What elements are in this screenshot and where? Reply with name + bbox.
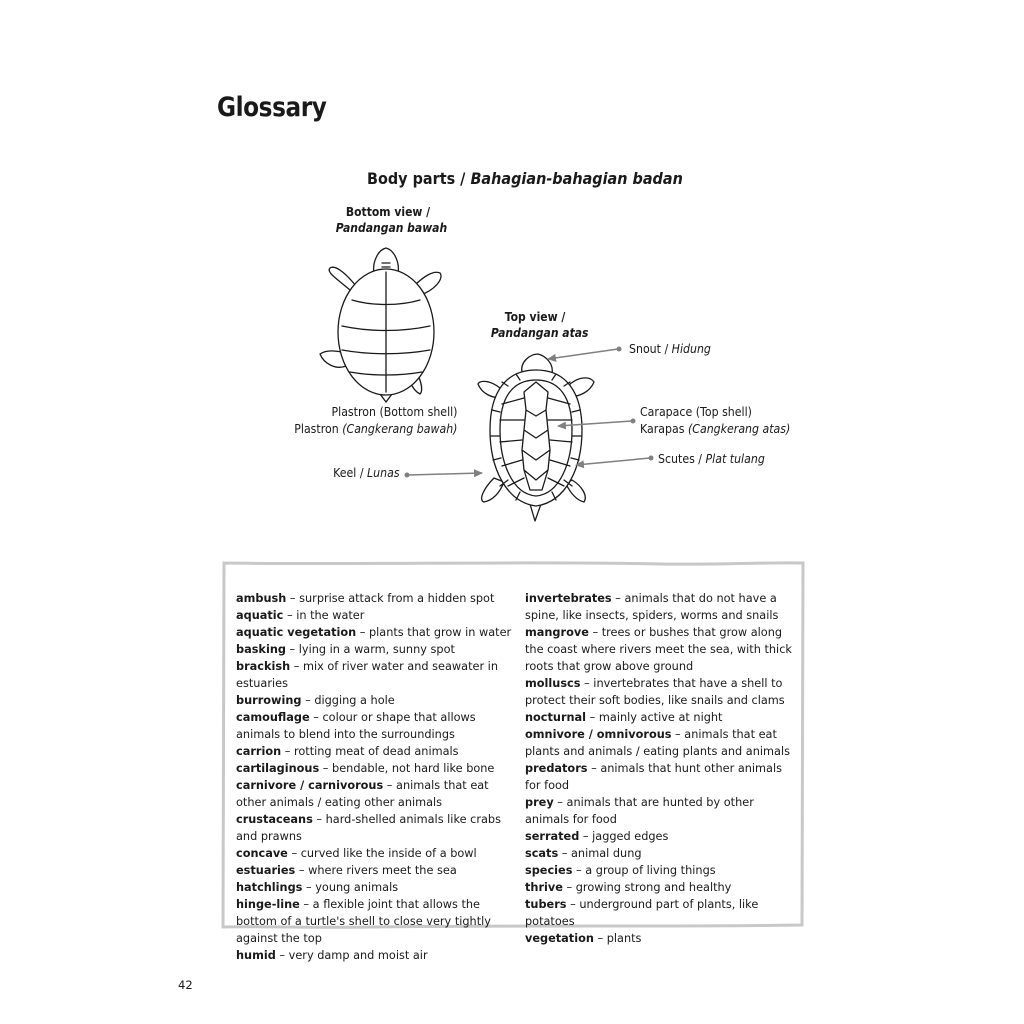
bottom-view-front-right-flipper — [414, 272, 441, 296]
turtle-bottom-view-drawing — [320, 248, 441, 402]
glossary-left-column — [236, 590, 521, 964]
bottom-view-head — [374, 248, 399, 274]
bottom-view-rear-left-flipper — [320, 351, 348, 367]
glossary-term: humid — [236, 949, 276, 962]
glossary-definition: – underground part of plants, like potatoes — [525, 898, 759, 928]
glossary-entry — [236, 811, 521, 845]
glossary-entry — [525, 862, 800, 879]
glossary-entry — [236, 896, 521, 947]
glossary-term: scats — [525, 847, 559, 860]
glossary-entry — [236, 658, 521, 692]
glossary-entry — [525, 590, 800, 624]
glossary-definition: – animal dung — [558, 847, 642, 860]
scutes-callout-ms: Plat tulang — [705, 451, 765, 466]
top-view-label — [490, 309, 589, 341]
bottom-view-tail — [380, 394, 392, 402]
glossary-entry — [525, 879, 800, 896]
glossary-definition: – very damp and moist air — [275, 949, 428, 962]
snout-callout-en: Snout / — [629, 341, 672, 356]
plastron-callout — [294, 404, 457, 437]
glossary-term: camouflage — [236, 711, 310, 724]
bottom-view-label-en: Bottom view / — [345, 205, 431, 219]
snout-callout-ms: Hidung — [671, 341, 711, 356]
glossary-definition: – surprise attack from a hidden spot — [286, 592, 495, 605]
glossary-term: omnivore / omnivorous — [525, 728, 672, 741]
glossary-term: carrion — [236, 745, 282, 758]
glossary-entry — [525, 709, 800, 726]
bottom-view-rear-right-flipper — [406, 366, 422, 394]
glossary-entry — [236, 879, 521, 896]
glossary-term: aquatic — [236, 609, 284, 622]
carapace-callout-ms — [640, 421, 790, 438]
snout-leader-line — [548, 349, 618, 359]
glossary-entry — [236, 641, 521, 658]
top-view-front-right-flipper — [568, 378, 594, 398]
bottom-view-label-ms: Pandangan bawah — [335, 221, 448, 235]
glossary-definition: – colour or shape that allows animals to blend into the surroundings — [236, 711, 476, 741]
glossary-term: predators — [525, 762, 588, 775]
glossary-term: thrive — [525, 881, 563, 894]
glossary-box — [221, 561, 805, 962]
page-title: Glossary — [217, 92, 327, 123]
glossary-entry — [236, 607, 521, 624]
bottom-view-label — [335, 204, 448, 236]
top-view-label-en: Top view / — [504, 310, 566, 324]
glossary-term: hatchlings — [236, 881, 303, 894]
carapace-leader-line — [558, 421, 632, 426]
glossary-entry — [236, 760, 521, 777]
glossary-definition: – animals that hunt other animals for food — [525, 762, 782, 792]
page-number: 42 — [178, 978, 193, 992]
glossary-term: molluscs — [525, 677, 581, 690]
keel-leader-dot — [405, 473, 410, 478]
glossary-term: concave — [236, 847, 288, 860]
glossary-definition: – plants — [593, 932, 642, 945]
glossary-definition: – in the water — [283, 609, 365, 622]
carapace-callout-ms-name: Karapas — [640, 420, 688, 436]
glossary-term: burrowing — [236, 694, 302, 707]
carapace-leader-dot — [631, 419, 636, 424]
glossary-definition: – invertebrates that have a shell to protect their soft bodies, like snails and clams — [525, 677, 785, 707]
keel-callout-ms: Lunas — [367, 465, 400, 480]
top-view-tail — [530, 504, 541, 521]
snout-callout — [629, 341, 711, 358]
glossary-definition: – animals that do not have a spine, like insects, spiders, worms and snails — [525, 592, 779, 622]
glossary-entry — [236, 862, 521, 879]
glossary-term: aquatic vegetation — [236, 626, 357, 639]
glossary-entry — [525, 726, 800, 760]
top-view-marginal-ring — [500, 380, 572, 496]
glossary-term: tubers — [525, 898, 567, 911]
glossary-right-column — [525, 590, 800, 947]
glossary-term: brackish — [236, 660, 291, 673]
glossary-entry — [525, 794, 800, 828]
glossary-term: crustaceans — [236, 813, 313, 826]
glossary-term: cartilaginous — [236, 762, 320, 775]
glossary-definition: – jagged edges — [579, 830, 669, 843]
keel-leader-line — [408, 473, 482, 475]
top-view-costal-seams — [500, 398, 572, 486]
bottom-view-plastron-outline — [338, 269, 434, 395]
carapace-callout-en: Carapace (Top shell) — [640, 404, 752, 419]
plastron-callout-ms-name: Plastron — [293, 420, 342, 436]
glossary-definition: – mainly active at night — [586, 711, 723, 724]
glossary-entry — [236, 709, 521, 743]
keel-callout-en: Keel / — [333, 465, 368, 480]
top-view-label-ms: Pandangan atas — [490, 326, 589, 340]
glossary-definition: – a flexible joint that allows the bottom of a turtle's shell to close very tightly against the top — [236, 898, 491, 945]
plastron-callout-en: Plastron (Bottom shell) — [331, 404, 457, 419]
glossary-entry — [525, 828, 800, 845]
glossary-term: serrated — [525, 830, 580, 843]
glossary-entry — [236, 845, 521, 862]
turtle-top-view-drawing — [478, 354, 594, 521]
glossary-definition: – hard-shelled animals like crabs and prawns — [236, 813, 501, 843]
glossary-definition: – bendable, not hard like bone — [319, 762, 495, 775]
glossary-definition: – curved like the inside of a bowl — [287, 847, 477, 860]
glossary-term: estuaries — [236, 864, 296, 877]
body-parts-heading-ms: Bahagian-bahagian badan — [470, 169, 683, 188]
glossary-entry — [525, 930, 800, 947]
glossary-definition: – animals that are hunted by other animals for food — [525, 796, 754, 826]
glossary-term: vegetation — [525, 932, 594, 945]
glossary-term: prey — [525, 796, 554, 809]
glossary-entry — [525, 624, 800, 675]
top-view-rear-left-flipper — [482, 478, 504, 502]
top-view-marginal-ticks — [491, 374, 581, 500]
glossary-term: mangrove — [525, 626, 589, 639]
glossary-entry — [236, 624, 521, 641]
glossary-term: ambush — [236, 592, 287, 605]
snout-leader-dot — [617, 347, 622, 352]
glossary-definition: – where rivers meet the sea — [295, 864, 457, 877]
glossary-entry — [236, 692, 521, 709]
glossary-definition: – a group of living things — [572, 864, 716, 877]
glossary-entry — [236, 743, 521, 760]
plastron-callout-ms — [294, 421, 457, 438]
glossary-entry — [236, 777, 521, 811]
top-view-vertebral-scutes — [522, 382, 550, 490]
glossary-entry — [525, 896, 800, 930]
glossary-term: carnivore / carnivorous — [236, 779, 384, 792]
glossary-definition: – growing strong and healthy — [562, 881, 732, 894]
glossary-definition: – rotting meat of dead animals — [281, 745, 459, 758]
top-view-front-left-flipper — [478, 381, 502, 398]
top-view-carapace-outline — [490, 370, 582, 506]
carapace-callout — [640, 404, 790, 437]
glossary-definition: – lying in a warm, sunny spot — [285, 643, 455, 656]
top-view-rear-right-flipper — [566, 480, 585, 502]
glossary-term: species — [525, 864, 573, 877]
glossary-definition: – animals that eat other animals / eating other animals — [236, 779, 489, 809]
scutes-callout-en: Scutes / — [658, 451, 706, 466]
scutes-leader-line — [576, 458, 650, 465]
glossary-definition: – plants that grow in water — [356, 626, 512, 639]
bottom-view-chin-mark — [382, 263, 390, 267]
scutes-leader-dot — [649, 456, 654, 461]
bottom-view-plastron-seams — [342, 300, 430, 375]
carapace-callout-ms-gloss: (Cangkerang atas) — [687, 420, 791, 436]
glossary-definition: – animals that eat plants and animals / eating plants and animals — [525, 728, 790, 758]
glossary-definition: – digging a hole — [301, 694, 395, 707]
glossary-definition: – young animals — [302, 881, 399, 894]
glossary-definition: – mix of river water and seawater in estuaries — [236, 660, 498, 690]
glossary-definition: – trees or bushes that grow along the coast where rivers meet the sea, with thick roots that grow above ground — [525, 626, 792, 673]
plastron-callout-ms-gloss: (Cangkerang bawah) — [341, 420, 457, 436]
body-parts-heading-en: Body parts / — [367, 169, 471, 188]
glossary-term: nocturnal — [525, 711, 587, 724]
glossary-entry — [236, 590, 521, 607]
glossary-entry — [525, 675, 800, 709]
glossary-entry — [525, 845, 800, 862]
glossary-entry — [525, 760, 800, 794]
glossary-term: basking — [236, 643, 286, 656]
glossary-term: invertebrates — [525, 592, 612, 605]
scutes-callout — [658, 451, 765, 468]
top-view-head — [522, 354, 553, 374]
keel-callout — [333, 465, 400, 482]
bottom-view-front-left-flipper — [329, 267, 356, 290]
glossary-entry — [236, 947, 521, 964]
body-parts-heading — [367, 169, 683, 188]
glossary-term: hinge-line — [236, 898, 300, 911]
